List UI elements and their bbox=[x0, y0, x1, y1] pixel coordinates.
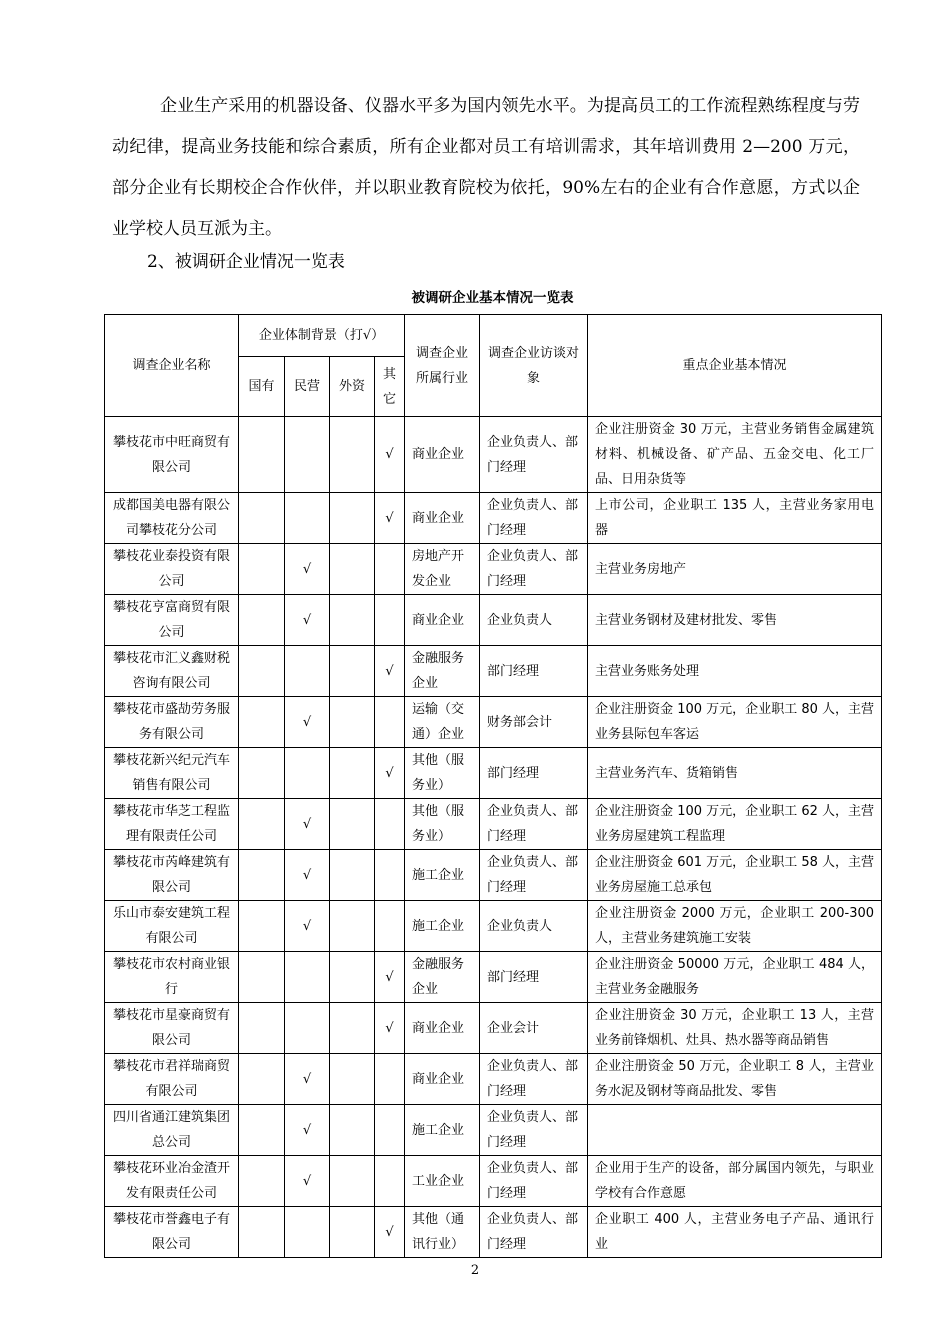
table-row bbox=[105, 697, 882, 748]
header-background: 企业体制背景（打√） bbox=[239, 315, 405, 357]
table-body bbox=[105, 417, 882, 1258]
header-name: 调查企业名称 bbox=[105, 315, 239, 417]
table-row bbox=[105, 952, 882, 1003]
cell-foreign bbox=[330, 1054, 375, 1105]
cell-enterprise-name: 四川省通江建筑集团总公司 bbox=[105, 1105, 239, 1156]
cell-state-owned bbox=[239, 952, 285, 1003]
cell-state-owned bbox=[239, 850, 285, 901]
cell-interviewee: 企业负责人、部门经理 bbox=[480, 1207, 588, 1258]
cell-other: √ bbox=[375, 417, 405, 493]
table-row bbox=[105, 901, 882, 952]
enterprise-table bbox=[104, 314, 882, 1258]
cell-enterprise-info: 主营业务汽车、货箱销售 bbox=[588, 748, 882, 799]
cell-other: √ bbox=[375, 952, 405, 1003]
cell-private: √ bbox=[285, 901, 330, 952]
cell-industry: 金融服务企业 bbox=[405, 952, 480, 1003]
cell-other bbox=[375, 1156, 405, 1207]
header-other: 其它 bbox=[375, 357, 405, 417]
cell-industry: 金融服务企业 bbox=[405, 646, 480, 697]
cell-enterprise-info: 上市公司，企业职工 135 人，主营业务家用电器 bbox=[588, 493, 882, 544]
cell-state-owned bbox=[239, 697, 285, 748]
section-heading bbox=[112, 242, 860, 283]
cell-industry: 施工企业 bbox=[405, 901, 480, 952]
cell-other bbox=[375, 799, 405, 850]
cell-enterprise-name: 攀枝花亨富商贸有限公司 bbox=[105, 595, 239, 646]
cell-interviewee: 企业负责人 bbox=[480, 595, 588, 646]
cell-enterprise-name: 攀枝花市华芝工程监理有限责任公司 bbox=[105, 799, 239, 850]
cell-enterprise-info: 企业注册资金 30 万元，主营业务销售金属建筑材料、机械设备、矿产品、五金交电、化工厂品、日用杂货等 bbox=[588, 417, 882, 493]
cell-enterprise-name: 攀枝花市中旺商贸有限公司 bbox=[105, 417, 239, 493]
header-info: 重点企业基本情况 bbox=[588, 315, 882, 417]
cell-state-owned bbox=[239, 1003, 285, 1054]
cell-interviewee: 企业负责人、部门经理 bbox=[480, 799, 588, 850]
section-heading-text: 2、被调研企业情况一览表 bbox=[147, 252, 345, 272]
cell-enterprise-info: 企业注册资金 601 万元，企业职工 58 人，主营业务房屋施工总承包 bbox=[588, 850, 882, 901]
header-foreign: 外资 bbox=[330, 357, 375, 417]
cell-state-owned bbox=[239, 1207, 285, 1258]
table-row bbox=[105, 1054, 882, 1105]
cell-other bbox=[375, 697, 405, 748]
table-row bbox=[105, 595, 882, 646]
cell-industry: 商业企业 bbox=[405, 493, 480, 544]
cell-industry: 商业企业 bbox=[405, 595, 480, 646]
cell-industry: 商业企业 bbox=[405, 1003, 480, 1054]
cell-other bbox=[375, 544, 405, 595]
cell-state-owned bbox=[239, 646, 285, 697]
cell-industry: 房地产开发企业 bbox=[405, 544, 480, 595]
cell-interviewee: 财务部会计 bbox=[480, 697, 588, 748]
cell-other bbox=[375, 850, 405, 901]
cell-foreign bbox=[330, 595, 375, 646]
cell-private: √ bbox=[285, 595, 330, 646]
cell-foreign bbox=[330, 417, 375, 493]
header-private: 民营 bbox=[285, 357, 330, 417]
cell-interviewee: 企业负责人、部门经理 bbox=[480, 417, 588, 493]
cell-state-owned bbox=[239, 1105, 285, 1156]
cell-industry: 商业企业 bbox=[405, 417, 480, 493]
cell-interviewee: 部门经理 bbox=[480, 748, 588, 799]
table-row bbox=[105, 799, 882, 850]
cell-enterprise-info: 企业用于生产的设备，部分属国内领先，与职业学校有合作意愿 bbox=[588, 1156, 882, 1207]
table-row bbox=[105, 1105, 882, 1156]
cell-industry: 工业企业 bbox=[405, 1156, 480, 1207]
cell-other: √ bbox=[375, 1003, 405, 1054]
cell-enterprise-info: 企业注册资金 50 万元，企业职工 8 人，主营业务水泥及钢材等商品批发、零售 bbox=[588, 1054, 882, 1105]
cell-state-owned bbox=[239, 748, 285, 799]
header-state: 国有 bbox=[239, 357, 285, 417]
cell-interviewee: 企业负责人、部门经理 bbox=[480, 850, 588, 901]
cell-enterprise-info: 主营业务钢材及建材批发、零售 bbox=[588, 595, 882, 646]
cell-enterprise-name: 攀枝花市芮峰建筑有限公司 bbox=[105, 850, 239, 901]
cell-other bbox=[375, 1054, 405, 1105]
cell-private bbox=[285, 417, 330, 493]
cell-other: √ bbox=[375, 748, 405, 799]
cell-private: √ bbox=[285, 799, 330, 850]
cell-foreign bbox=[330, 952, 375, 1003]
cell-other: √ bbox=[375, 1207, 405, 1258]
table-row bbox=[105, 1207, 882, 1258]
cell-enterprise-info bbox=[588, 1105, 882, 1156]
cell-interviewee: 企业负责人、部门经理 bbox=[480, 493, 588, 544]
table-row bbox=[105, 748, 882, 799]
cell-private bbox=[285, 748, 330, 799]
cell-industry: 商业企业 bbox=[405, 1054, 480, 1105]
cell-private: √ bbox=[285, 1105, 330, 1156]
cell-interviewee: 企业负责人 bbox=[480, 901, 588, 952]
cell-enterprise-info: 企业注册资金 100 万元，企业职工 80 人，主营业务县际包车客运 bbox=[588, 697, 882, 748]
cell-other bbox=[375, 901, 405, 952]
cell-enterprise-info: 企业注册资金 100 万元，企业职工 62 人，主营业务房屋建筑工程监理 bbox=[588, 799, 882, 850]
cell-foreign bbox=[330, 748, 375, 799]
cell-private: √ bbox=[285, 1054, 330, 1105]
cell-private: √ bbox=[285, 1156, 330, 1207]
cell-private: √ bbox=[285, 850, 330, 901]
cell-industry: 施工企业 bbox=[405, 1105, 480, 1156]
cell-enterprise-name: 攀枝花市誉鑫电子有限公司 bbox=[105, 1207, 239, 1258]
cell-foreign bbox=[330, 1156, 375, 1207]
cell-foreign bbox=[330, 901, 375, 952]
cell-enterprise-name: 成都国美电器有限公司攀枝花分公司 bbox=[105, 493, 239, 544]
cell-enterprise-name: 攀枝花市君祥瑞商贸有限公司 bbox=[105, 1054, 239, 1105]
cell-other bbox=[375, 1105, 405, 1156]
table-row bbox=[105, 493, 882, 544]
cell-enterprise-name: 乐山市泰安建筑工程有限公司 bbox=[105, 901, 239, 952]
cell-industry: 其他（通讯行业） bbox=[405, 1207, 480, 1258]
cell-state-owned bbox=[239, 799, 285, 850]
cell-enterprise-info: 主营业务房地产 bbox=[588, 544, 882, 595]
cell-state-owned bbox=[239, 544, 285, 595]
table-row bbox=[105, 1003, 882, 1054]
table-caption: 被调研企业基本情况一览表 bbox=[411, 290, 574, 306]
cell-foreign bbox=[330, 544, 375, 595]
cell-state-owned bbox=[239, 417, 285, 493]
cell-foreign bbox=[330, 493, 375, 544]
cell-private bbox=[285, 1207, 330, 1258]
cell-interviewee: 部门经理 bbox=[480, 952, 588, 1003]
table-row bbox=[105, 850, 882, 901]
cell-enterprise-name: 攀枝花市农村商业银行 bbox=[105, 952, 239, 1003]
cell-state-owned bbox=[239, 595, 285, 646]
cell-interviewee: 企业负责人、部门经理 bbox=[480, 1105, 588, 1156]
cell-private bbox=[285, 493, 330, 544]
cell-private bbox=[285, 1003, 330, 1054]
header-industry: 调查企业所属行业 bbox=[405, 315, 480, 417]
cell-enterprise-name: 攀枝花市盛劼劳务服务有限公司 bbox=[105, 697, 239, 748]
cell-other: √ bbox=[375, 646, 405, 697]
intro-paragraph-text: 企业生产采用的机器设备、仪器水平多为国内领先水平。为提高员工的工作流程熟练程度与劳动纪律，提高业务技能和综合素质，所有企业都对员工有培训需求，其年培训费用 2—200 万元，部分企业有长期校企合作伙伴，并以职业教育院校为依托，90%左右的企业有合作意愿，方式以企业学校人员互派为主。 bbox=[112, 96, 860, 239]
cell-industry: 其他（服务业） bbox=[405, 748, 480, 799]
cell-foreign bbox=[330, 646, 375, 697]
cell-foreign bbox=[330, 850, 375, 901]
table-row bbox=[105, 646, 882, 697]
cell-enterprise-name: 攀枝花环业冶金渣开发有限责任公司 bbox=[105, 1156, 239, 1207]
cell-enterprise-name: 攀枝花新兴纪元汽车销售有限公司 bbox=[105, 748, 239, 799]
intro-paragraph bbox=[112, 86, 860, 250]
cell-other: √ bbox=[375, 493, 405, 544]
cell-foreign bbox=[330, 1207, 375, 1258]
cell-enterprise-info: 企业注册资金 2000 万元，企业职工 200-300 人，主营业务建筑施工安装 bbox=[588, 901, 882, 952]
cell-interviewee: 部门经理 bbox=[480, 646, 588, 697]
cell-private: √ bbox=[285, 697, 330, 748]
cell-state-owned bbox=[239, 1054, 285, 1105]
cell-private: √ bbox=[285, 544, 330, 595]
cell-enterprise-name: 攀枝花业泰投资有限公司 bbox=[105, 544, 239, 595]
table-row bbox=[105, 1156, 882, 1207]
cell-interviewee: 企业会计 bbox=[480, 1003, 588, 1054]
cell-industry: 其他（服务业） bbox=[405, 799, 480, 850]
table-row bbox=[105, 544, 882, 595]
cell-state-owned bbox=[239, 901, 285, 952]
cell-other bbox=[375, 595, 405, 646]
cell-enterprise-name: 攀枝花市星豪商贸有限公司 bbox=[105, 1003, 239, 1054]
cell-enterprise-info: 企业注册资金 50000 万元，企业职工 484 人，主营业务金融服务 bbox=[588, 952, 882, 1003]
cell-interviewee: 企业负责人、部门经理 bbox=[480, 544, 588, 595]
table-row bbox=[105, 417, 882, 493]
page-number: 2 bbox=[470, 1263, 480, 1278]
cell-interviewee: 企业负责人、部门经理 bbox=[480, 1156, 588, 1207]
cell-state-owned bbox=[239, 1156, 285, 1207]
cell-enterprise-info: 企业职工 400 人，主营业务电子产品、通讯行业 bbox=[588, 1207, 882, 1258]
cell-foreign bbox=[330, 1003, 375, 1054]
cell-private bbox=[285, 646, 330, 697]
header-interviewee: 调查企业访谈对象 bbox=[480, 315, 588, 417]
cell-foreign bbox=[330, 799, 375, 850]
cell-industry: 运输（交通）企业 bbox=[405, 697, 480, 748]
cell-foreign bbox=[330, 697, 375, 748]
cell-industry: 施工企业 bbox=[405, 850, 480, 901]
cell-enterprise-name: 攀枝花市汇义鑫财税咨询有限公司 bbox=[105, 646, 239, 697]
cell-state-owned bbox=[239, 493, 285, 544]
cell-enterprise-info: 企业注册资金 30 万元，企业职工 13 人，主营业务前锋烟机、灶具、热水器等商品销售 bbox=[588, 1003, 882, 1054]
cell-private bbox=[285, 952, 330, 1003]
cell-enterprise-info: 主营业务账务处理 bbox=[588, 646, 882, 697]
cell-foreign bbox=[330, 1105, 375, 1156]
cell-interviewee: 企业负责人、部门经理 bbox=[480, 1054, 588, 1105]
